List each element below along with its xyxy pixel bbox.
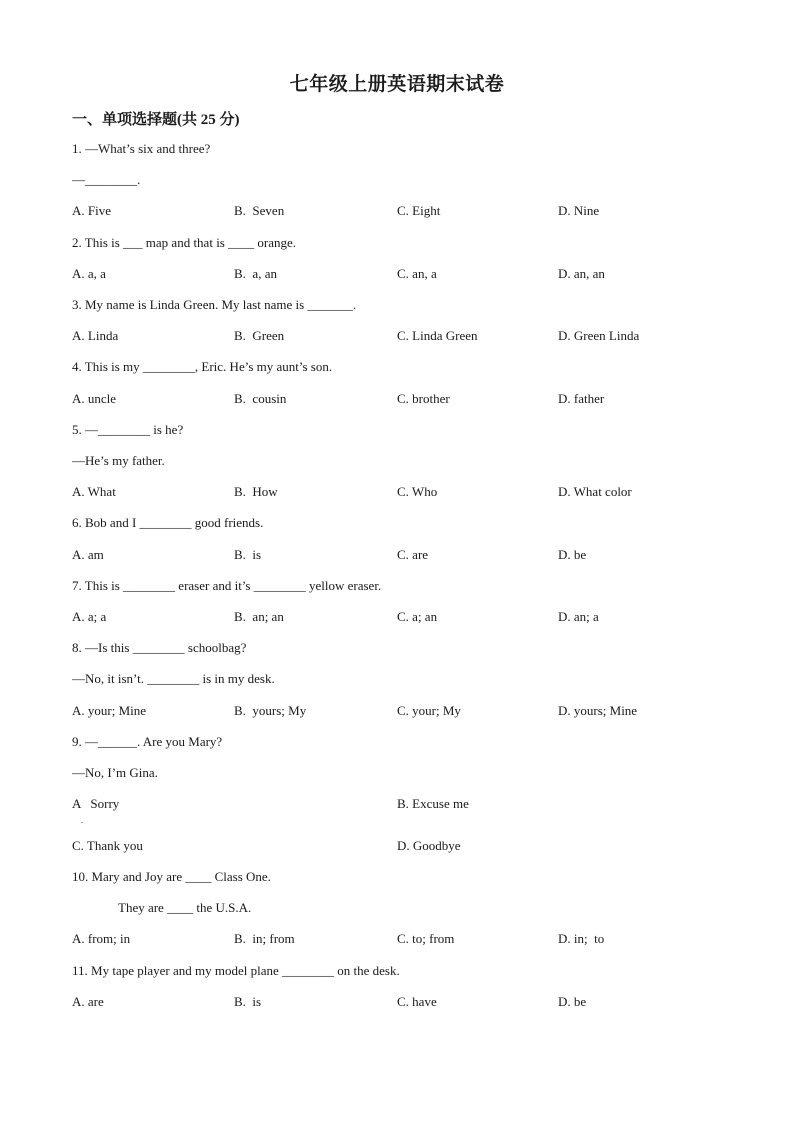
question-8-option-d: D. yours; Mine bbox=[558, 703, 638, 718]
stray-dot-mark: . bbox=[81, 816, 83, 825]
question-3-option-d: D. Green Linda bbox=[558, 328, 640, 343]
question-6-stem: 6. Bob and I ________ good friends. bbox=[72, 515, 264, 530]
question-11-stem: 11. My tape player and my model plane ________ on the desk. bbox=[72, 963, 400, 978]
question-9-option-a: A Sorry bbox=[72, 796, 120, 811]
question-7-stem: 7. This is ________ eraser and it’s ________ yellow eraser. bbox=[72, 578, 382, 593]
question-11-option-a: A. are bbox=[72, 994, 104, 1009]
question-8-reply: —No, it isn’t. ________ is in my desk. bbox=[72, 671, 275, 686]
question-2-option-a: A. a, a bbox=[72, 266, 106, 281]
question-5-option-b: B. How bbox=[234, 484, 278, 499]
question-6-option-a: A. am bbox=[72, 547, 104, 562]
question-10-option-d: D. in; to bbox=[558, 931, 605, 946]
question-1-stem: 1. —What’s six and three? bbox=[72, 141, 211, 156]
question-6-option-c: C. are bbox=[397, 547, 429, 562]
question-3-stem: 3. My name is Linda Green. My last name is _______. bbox=[72, 297, 357, 312]
question-1-option-b: B. Seven bbox=[234, 203, 285, 218]
question-1-option-d: D. Nine bbox=[558, 203, 600, 218]
question-3-option-c: C. Linda Green bbox=[397, 328, 478, 343]
question-9-reply: —No, I’m Gina. bbox=[72, 765, 158, 780]
question-9-stem: 9. —______. Are you Mary? bbox=[72, 734, 223, 749]
question-6-option-d: D. be bbox=[558, 547, 587, 562]
question-5-option-c: C. Who bbox=[397, 484, 438, 499]
page-title: 七年级上册英语期末试卷 bbox=[289, 74, 505, 95]
question-9-option-d: D. Goodbye bbox=[397, 838, 461, 853]
question-11-option-d: D. be bbox=[558, 994, 587, 1009]
question-10-second-line: They are ____ the U.S.A. bbox=[118, 900, 252, 915]
question-2-stem: 2. This is ___ map and that is ____ orange. bbox=[72, 235, 296, 250]
question-11-option-c: C. have bbox=[397, 994, 437, 1009]
question-5-stem: 5. —________ is he? bbox=[72, 422, 184, 437]
question-8-option-a: A. your; Mine bbox=[72, 703, 147, 718]
question-7-option-a: A. a; a bbox=[72, 609, 107, 624]
question-5-option-a: A. What bbox=[72, 484, 116, 499]
question-3-option-a: A. Linda bbox=[72, 328, 119, 343]
question-8-stem: 8. —Is this ________ schoolbag? bbox=[72, 640, 247, 655]
question-6-option-b: B. is bbox=[234, 547, 262, 562]
question-5-option-d: D. What color bbox=[558, 484, 632, 499]
section-heading: 一、单项选择题(共 25 分) bbox=[72, 112, 240, 128]
question-10-option-a: A. from; in bbox=[72, 931, 131, 946]
question-4-option-a: A. uncle bbox=[72, 391, 117, 406]
question-1-option-a: A. Five bbox=[72, 203, 111, 218]
question-10-stem: 10. Mary and Joy are ____ Class One. bbox=[72, 869, 271, 884]
question-2-option-d: D. an, an bbox=[558, 266, 605, 281]
question-1-option-c: C. Eight bbox=[397, 203, 441, 218]
question-1-reply: —________. bbox=[72, 172, 141, 187]
question-2-option-c: C. an, a bbox=[397, 266, 437, 281]
question-4-option-b: B. cousin bbox=[234, 391, 287, 406]
question-4-option-c: C. brother bbox=[397, 391, 450, 406]
question-5-reply: —He’s my father. bbox=[72, 453, 165, 468]
question-11-option-b: B. is bbox=[234, 994, 262, 1009]
question-7-option-d: D. an; a bbox=[558, 609, 599, 624]
question-4-stem: 4. This is my ________, Eric. He’s my aunt’s son. bbox=[72, 359, 333, 374]
question-8-option-c: C. your; My bbox=[397, 703, 461, 718]
question-9-option-c: C. Thank you bbox=[72, 838, 143, 853]
question-2-option-b: B. a, an bbox=[234, 266, 277, 281]
question-10-option-c: C. to; from bbox=[397, 931, 455, 946]
question-9-option-b: B. Excuse me bbox=[397, 796, 469, 811]
question-10-option-b: B. in; from bbox=[234, 931, 295, 946]
question-7-option-c: C. a; an bbox=[397, 609, 438, 624]
question-8-option-b: B. yours; My bbox=[234, 703, 307, 718]
question-3-option-b: B. Green bbox=[234, 328, 285, 343]
question-7-option-b: B. an; an bbox=[234, 609, 284, 624]
question-4-option-d: D. father bbox=[558, 391, 605, 406]
